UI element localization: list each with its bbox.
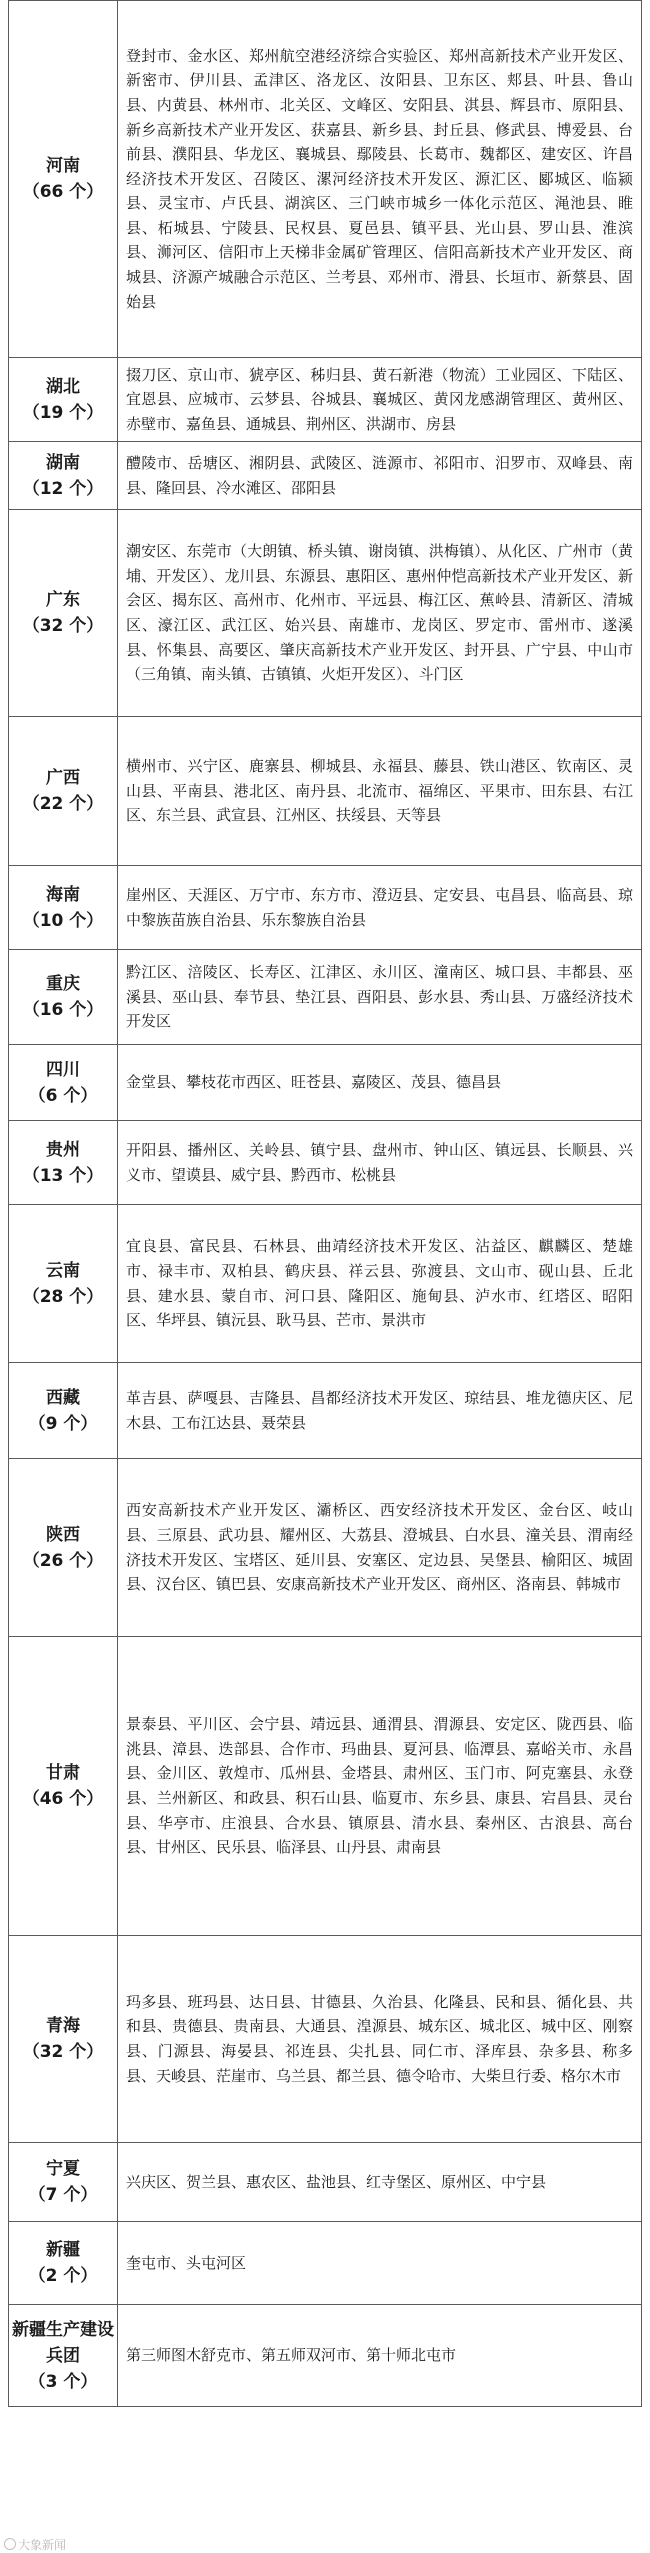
province-cell — [9, 442, 118, 510]
province-name: 海南 — [46, 884, 80, 905]
province-cell — [9, 1637, 118, 1936]
county-list: 掇刀区、京山市、猇亭区、秭归县、黄石新港（物流）工业园区、下陆区、宜恩县、应城市、云梦县、谷城县、襄城区、黄冈龙感湖管理区、黄州区、赤壁市、嘉鱼县、通城县、荆州区、洪湖市、房县 — [118, 358, 642, 442]
province-name: 陕西 — [46, 1524, 80, 1545]
region-table — [8, 0, 642, 2407]
table-row — [9, 1, 642, 358]
province-name: 河南 — [46, 156, 80, 176]
province-cell — [9, 866, 118, 950]
table-row — [9, 442, 642, 510]
county-count: （2 个） — [28, 2266, 98, 2286]
county-count: （16 个） — [22, 1000, 104, 1020]
county-count: （28 个） — [22, 1286, 104, 1307]
county-list: 开阳县、播州区、关岭县、镇宁县、盘州市、钟山区、镇远县、长顺县、兴义市、望谟县、威宁县、黔西市、松桃县 — [118, 1121, 642, 1205]
province-name: 西藏 — [46, 1387, 80, 1408]
county-count: （3 个） — [28, 2371, 98, 2392]
province-name: 四川 — [46, 1059, 80, 1080]
province-cell — [9, 1045, 118, 1121]
table-row — [9, 2222, 642, 2305]
table-row — [9, 1045, 642, 1121]
province-cell — [9, 950, 118, 1045]
province-name: 湖北 — [46, 376, 80, 397]
logo-icon — [4, 2538, 16, 2550]
province-name: 广东 — [46, 590, 80, 610]
county-count: （13 个） — [22, 1165, 104, 1186]
province-name: 云南 — [46, 1260, 80, 1281]
province-name: 广西 — [46, 768, 80, 788]
province-cell — [9, 1936, 118, 2143]
county-list: 景泰县、平川区、会宁县、靖远县、通渭县、渭源县、安定区、陇西县、临洮县、漳县、迭部县、合作市、玛曲县、夏河县、临潭县、嘉峪关市、永昌县、金川区、敦煌市、瓜州县、金塔县、肃州区、玉门市、阿克塞县、永登县、兰州新区、和政县、积石山县、临夏市、东乡县、康县、宕昌县、灵台县、华亭市、庄浪县、合水县、镇原县、清水县、秦州区、古浪县、高台县、甘州区、民乐县、临泽县、山丹县、肃南县 — [118, 1637, 642, 1936]
table-row — [9, 2143, 642, 2222]
county-list: 第三师图木舒克市、第五师双河市、第十师北屯市 — [118, 2305, 642, 2407]
province-cell — [9, 1363, 118, 1459]
province-cell — [9, 2305, 118, 2407]
county-count: （66 个） — [22, 182, 104, 202]
county-count: （7 个） — [28, 2185, 98, 2205]
county-count: （12 个） — [22, 478, 104, 499]
table-row — [9, 1121, 642, 1205]
county-list: 革吉县、萨嘎县、吉隆县、昌都经济技术开发区、琼结县、堆龙德庆区、尼木县、工布江达县、聂荣县 — [118, 1363, 642, 1459]
table-row — [9, 510, 642, 717]
county-list: 西安高新技术产业开发区、灞桥区、西安经济技术开发区、金台区、岐山县、三原县、武功县、耀州区、大荔县、澄城县、白水县、潼关县、渭南经济技术开发区、宝塔区、延川县、安塞区、定边县、吴堡县、榆阳区、城固县、汉台区、镇巴县、安康高新技术产业开发区、商州区、洛南县、韩城市 — [118, 1459, 642, 1637]
province-name: 新疆生产建设兵团 — [12, 2319, 114, 2366]
table-row — [9, 866, 642, 950]
table-row — [9, 1459, 642, 1637]
province-cell — [9, 1205, 118, 1363]
province-cell — [9, 2143, 118, 2222]
province-cell — [9, 2222, 118, 2305]
province-cell — [9, 1, 118, 358]
province-name: 湖南 — [46, 452, 80, 473]
province-name: 重庆 — [46, 974, 80, 994]
table-row — [9, 1936, 642, 2143]
table-row — [9, 717, 642, 866]
table-row — [9, 950, 642, 1045]
province-name: 青海 — [46, 2016, 80, 2036]
county-list: 崖州区、天涯区、万宁市、东方市、澄迈县、定安县、屯昌县、临高县、琼中黎族苗族自治县、乐东黎族自治县 — [118, 866, 642, 950]
province-name: 甘肃 — [46, 1763, 80, 1783]
county-count: （6 个） — [28, 1085, 98, 1106]
table-row — [9, 2305, 642, 2407]
province-cell — [9, 358, 118, 442]
county-count: （26 个） — [22, 1550, 104, 1571]
table-row — [9, 1205, 642, 1363]
county-count: （10 个） — [22, 910, 104, 931]
county-count: （19 个） — [22, 402, 104, 423]
county-list: 黔江区、涪陵区、长寿区、江津区、永川区、潼南区、城口县、丰都县、巫溪县、巫山县、奉节县、垫江县、酉阳县、彭水县、秀山县、万盛经济技术开发区 — [118, 950, 642, 1045]
county-count: （32 个） — [22, 2042, 104, 2062]
table-row — [9, 358, 642, 442]
table-row — [9, 1363, 642, 1459]
county-list: 醴陵市、岳塘区、湘阴县、武陵区、涟源市、祁阳市、汨罗市、双峰县、南县、隆回县、冷水滩区、邵阳县 — [118, 442, 642, 510]
province-name: 新疆 — [46, 2240, 80, 2260]
county-list: 横州市、兴宁区、鹿寨县、柳城县、永福县、藤县、铁山港区、钦南区、灵山县、平南县、港北区、南丹县、北流市、福绵区、平果市、田东县、右江区、东兰县、武宣县、江州区、扶绥县、天等县 — [118, 717, 642, 866]
county-list: 兴庆区、贺兰县、惠农区、盐池县、红寺堡区、原州区、中宁县 — [118, 2143, 642, 2222]
county-list: 潮安区、东莞市（大朗镇、桥头镇、谢岗镇、洪梅镇）、从化区、广州市（黄埔、开发区）、龙川县、东源县、惠阳区、惠州仲恺高新技术产业开发区、新会区、揭东区、高州市、化州市、平远县、梅江区、蕉岭县、清新区、清城区、濠江区、武江区、始兴县、南雄市、龙岗区、罗定市、雷州市、遂溪县、怀集县、高要区、肇庆高新技术产业开发区、封开县、广宁县、中山市（三角镇、南头镇、古镇镇、火炬开发区）、斗门区 — [118, 510, 642, 717]
region-table-body — [9, 1, 642, 2407]
county-count: （32 个） — [22, 616, 104, 636]
county-list: 宜良县、富民县、石林县、曲靖经济技术开发区、沾益区、麒麟区、楚雄市、禄丰市、双柏县、鹤庆县、祥云县、弥渡县、文山市、砚山县、丘北县、建水县、蒙自市、河口县、隆阳区、施甸县、泸水市、红塔区、昭阳区、华坪县、镇沅县、耿马县、芒市、景洪市 — [118, 1205, 642, 1363]
county-list: 奎屯市、头屯河区 — [118, 2222, 642, 2305]
county-list: 金堂县、攀枝花市西区、旺苍县、嘉陵区、茂县、德昌县 — [118, 1045, 642, 1121]
province-name: 贵州 — [46, 1139, 80, 1160]
province-cell — [9, 1121, 118, 1205]
province-cell — [9, 510, 118, 717]
county-count: （9 个） — [28, 1413, 98, 1434]
province-cell — [9, 1459, 118, 1637]
county-list: 玛多县、班玛县、达日县、甘德县、久治县、化隆县、民和县、循化县、共和县、贵德县、贵南县、大通县、湟源县、城东区、城北区、城中区、刚察县、门源县、海晏县、祁连县、尖扎县、同仁市、泽库县、杂多县、称多县、天峻县、茫崖市、乌兰县、都兰县、德令哈市、大柴旦行委、格尔木市 — [118, 1936, 642, 2143]
province-cell — [9, 717, 118, 866]
county-count: （46 个） — [22, 1789, 104, 1809]
watermark-text: 大象新闻 — [18, 2538, 67, 2552]
county-list: 登封市、金水区、郑州航空港经济综合实验区、郑州高新技术产业开发区、新密市、伊川县、孟津区、洛龙区、汝阳县、卫东区、郏县、叶县、鲁山县、内黄县、林州市、北关区、文峰区、安阳县、淇县、辉县市、原阳县、新乡高新技术产业开发区、获嘉县、新乡县、封丘县、修武县、博爱县、台前县、濮阳县、华龙区、襄城县、鄢陵县、长葛市、魏都区、建安区、许昌经济技术开发区、召陵区、漯河经济技术开发区、源汇区、郾城区、临颍县、灵宝市、卢氏县、湖滨区、三门峡市城乡一体化示范区、渑池县、睢县、柘城县、宁陵县、民权县、夏邑县、镇平县、光山县、罗山县、淮滨县、浉河区、信阳市上天梯非金属矿管理区、信阳高新技术产业开发区、商城县、济源产城融合示范区、兰考县、邓州市、滑县、长垣市、新蔡县、固始县 — [118, 1, 642, 358]
province-name: 宁夏 — [46, 2159, 80, 2179]
watermark — [4, 2536, 66, 2553]
table-row — [9, 1637, 642, 1936]
county-count: （22 个） — [22, 794, 104, 814]
